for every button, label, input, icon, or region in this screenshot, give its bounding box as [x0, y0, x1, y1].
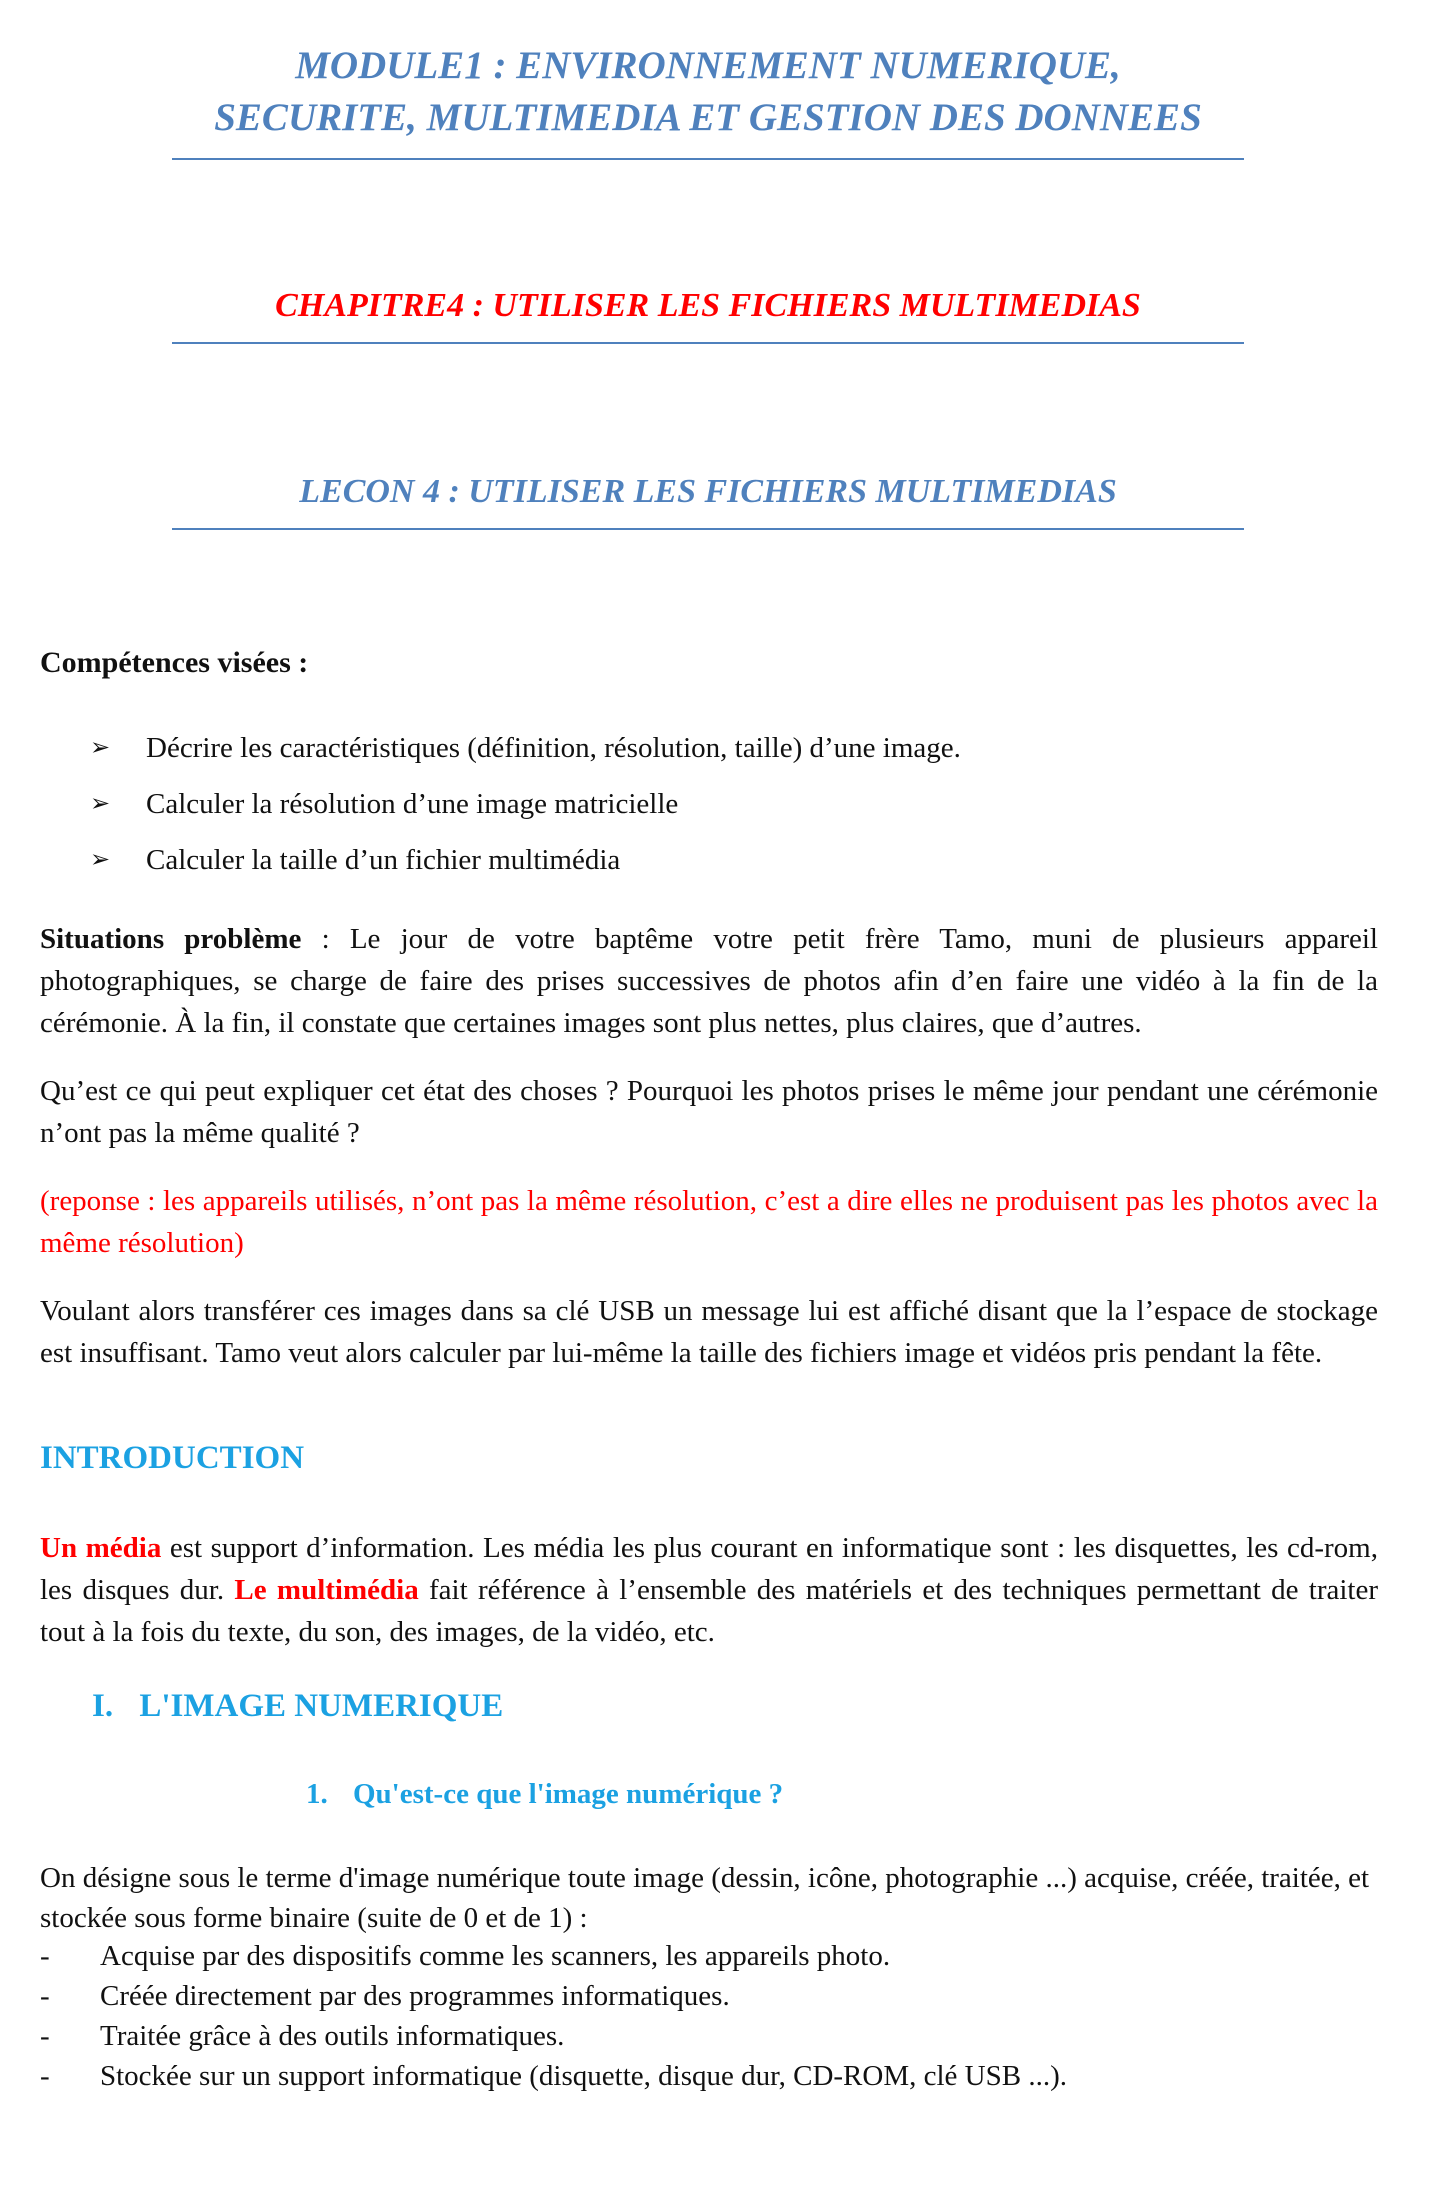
definition-item-text: Créée directement par des programmes informatiques. — [100, 1980, 730, 2012]
competences-heading: Compétences visées : — [40, 646, 309, 679]
transfer-paragraph: Voulant alors transférer ces images dans sa clé USB un message lui est affiché disant que la l’espace de stockage est insuffisant. Tamo veut alors calculer par lui-même la taille des fichiers image et vidéos pris pendant la fête. — [40, 1295, 1378, 1369]
dash-bullet: - — [40, 1940, 50, 1972]
arrow-bullet-icon: ➢ — [90, 791, 111, 817]
module-title-line-1: MODULE1 : ENVIRONNEMENT NUMERIQUE, — [295, 44, 1121, 87]
situation-paragraph — [40, 918, 1378, 1044]
list-item — [90, 840, 961, 896]
dash-bullet: - — [40, 2020, 50, 2052]
definition-item-text: Acquise par des dispositifs comme les scanners, les appareils photo. — [100, 1940, 891, 1972]
competences-list — [90, 728, 961, 896]
subsection-heading — [306, 1778, 783, 1811]
introduction-heading: INTRODUCTION — [40, 1440, 305, 1476]
module-title — [172, 40, 1244, 160]
section-number: I. — [92, 1688, 114, 1724]
list-item — [40, 1976, 1067, 2016]
list-item — [40, 2016, 1067, 2056]
introduction-text-2: fait référence à l’ensemble des matériels et des techniques permettant de traiter tout à la fois du texte, du son, des images, de la vidéo, etc. — [40, 1574, 1378, 1648]
list-item — [40, 1936, 1067, 1976]
dash-bullet: - — [40, 2060, 50, 2092]
arrow-bullet-icon: ➢ — [90, 847, 111, 873]
definition-item-text: Traitée grâce à des outils informatiques. — [100, 2020, 565, 2052]
competence-text: Décrire les caractéristiques (définition, résolution, taille) d’une image. — [146, 732, 961, 764]
list-item — [40, 2056, 1067, 2096]
definition-paragraph: On désigne sous le terme d'image numérique toute image (dessin, icône, photographie ...) acquise, créée, traitée, et stockée sous forme binaire (suite de 0 et de 1) : — [40, 1862, 1370, 1934]
question-paragraph: Qu’est ce qui peut expliquer cet état des choses ? Pourquoi les photos prises le même jour pendant une cérémonie n’ont pas la même qualité ? — [40, 1075, 1378, 1149]
answer-paragraph: (reponse : les appareils utilisés, n’ont pas la même résolution, c’est a dire elles ne produisent pas les photos avec la même résolution) — [40, 1185, 1378, 1259]
situation-label: Situations problème — [40, 923, 302, 955]
module-title-line-2: SECURITE, MULTIMEDIA ET GESTION DES DONNEES — [214, 96, 1202, 139]
definition-item-text: Stockée sur un support informatique (disquette, disque dur, CD-ROM, clé USB ...). — [100, 2060, 1067, 2092]
list-item — [90, 728, 961, 784]
introduction-text-1: est support d’information. Les média les plus courant en informatique sont : les disquettes, les cd-rom, les disques dur. — [40, 1532, 1378, 1606]
competence-text: Calculer la résolution d’une image matricielle — [146, 788, 679, 820]
definition-list — [40, 1936, 1067, 2096]
section-heading-image-numerique — [92, 1688, 503, 1725]
introduction-paragraph — [40, 1527, 1378, 1653]
list-item — [90, 784, 961, 840]
term-multimedia: Le multimédia — [234, 1574, 419, 1606]
arrow-bullet-icon: ➢ — [90, 735, 111, 761]
subsection-title: Qu'est-ce que l'image numérique ? — [353, 1778, 784, 1810]
situation-text: : Le jour de votre baptême votre petit frère Tamo, muni de plusieurs appareil photographiques, se charge de faire des prises successives de photos afin d’en faire une vidéo à la fin de la cérémonie. À la fin, il constate que certaines images sont plus nettes, plus claires, que d’autres. — [40, 923, 1378, 1039]
term-media: Un média — [40, 1532, 162, 1564]
chapter-title: CHAPITRE4 : UTILISER LES FICHIERS MULTIMEDIAS — [172, 280, 1244, 344]
competence-text: Calculer la taille d’un fichier multimédia — [146, 844, 621, 876]
lesson-title: LECON 4 : UTILISER LES FICHIERS MULTIMEDIAS — [172, 466, 1244, 530]
subsection-number: 1. — [306, 1778, 328, 1810]
dash-bullet: - — [40, 1980, 50, 2012]
section-title: L'IMAGE NUMERIQUE — [139, 1688, 504, 1724]
